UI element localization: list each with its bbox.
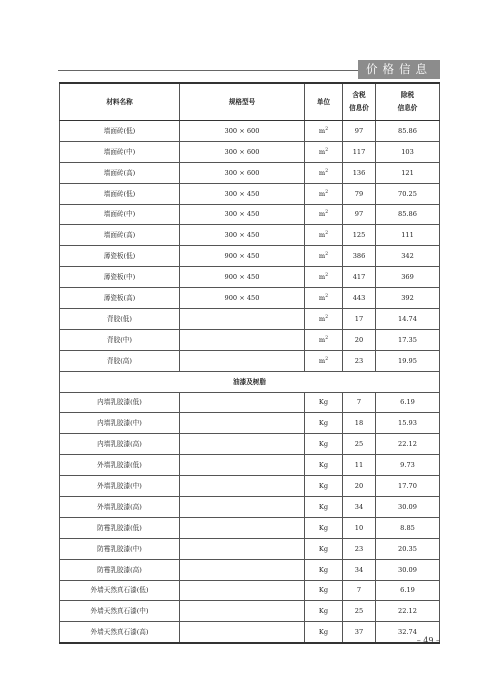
cell-unit: Kg [305, 434, 343, 455]
cell-notax-price: 22.12 [376, 434, 440, 455]
cell-material-name: 内墙乳胶漆(中) [60, 413, 180, 434]
cell-tax-price: 136 [343, 162, 376, 183]
cell-material-name: 薄瓷板(高) [60, 288, 180, 309]
cell-unit: $m^2$ [305, 225, 343, 246]
cell-notax-price: 30.09 [376, 559, 440, 580]
cell-unit: Kg [305, 601, 343, 622]
cell-material-name: 内墙乳胶漆(低) [60, 392, 180, 413]
unit-superscript: 2 [325, 252, 329, 258]
cell-unit: Kg [305, 497, 343, 518]
cell-unit: Kg [305, 476, 343, 497]
table-row [60, 204, 440, 225]
cell-material-name: 防霉乳胶漆(低) [60, 517, 180, 538]
cell-notax-price: 14.74 [376, 309, 440, 330]
cell-material-name: 外墙乳胶漆(高) [60, 497, 180, 518]
cell-material-name: 墙面砖(低) [60, 183, 180, 204]
cell-spec [180, 497, 305, 518]
table-body [60, 121, 440, 644]
cell-material-name: 外墙天然真石漆(高) [60, 622, 180, 643]
table-row [60, 538, 440, 559]
cell-material-name: 薄瓷板(中) [60, 267, 180, 288]
table-row [60, 601, 440, 622]
cell-spec: 900 × 450 [180, 267, 305, 288]
table-row [60, 434, 440, 455]
table-row [60, 288, 440, 309]
unit-superscript: 2 [325, 273, 329, 279]
cell-notax-price: 85.86 [376, 204, 440, 225]
cell-spec [180, 413, 305, 434]
cell-tax-price: 10 [343, 517, 376, 538]
table-row [60, 622, 440, 643]
cell-unit: Kg [305, 392, 343, 413]
cell-unit: $m^2$ [305, 204, 343, 225]
unit-superscript: 2 [325, 210, 329, 216]
table-header-row [60, 83, 440, 121]
unit-superscript: 2 [325, 231, 329, 237]
cell-tax-price: 125 [343, 225, 376, 246]
cell-spec [180, 580, 305, 601]
cell-notax-price: 17.35 [376, 329, 440, 350]
cell-unit: $m^2$ [305, 183, 343, 204]
unit-superscript: 2 [325, 314, 329, 320]
cell-notax-price: 103 [376, 141, 440, 162]
cell-unit: Kg [305, 622, 343, 643]
table-row [60, 559, 440, 580]
cell-unit: $m^2$ [305, 309, 343, 330]
table-row [60, 309, 440, 330]
section-banner: 价格信息 [358, 60, 440, 79]
table-row [60, 517, 440, 538]
cell-notax-price: 22.12 [376, 601, 440, 622]
cell-notax-price: 17.70 [376, 476, 440, 497]
cell-spec: 300 × 600 [180, 141, 305, 162]
cell-material-name: 背胶(中) [60, 329, 180, 350]
cell-notax-price: 6.19 [376, 580, 440, 601]
cell-tax-price: 18 [343, 413, 376, 434]
cell-material-name: 薄瓷板(低) [60, 246, 180, 267]
unit-superscript: 2 [325, 293, 329, 299]
unit-superscript: 2 [325, 126, 329, 132]
cell-spec: 300 × 600 [180, 121, 305, 142]
cell-material-name: 外墙乳胶漆(低) [60, 455, 180, 476]
cell-tax-price: 23 [343, 350, 376, 371]
cell-material-name: 墙面砖(低) [60, 121, 180, 142]
cell-spec [180, 350, 305, 371]
cell-unit: $m^2$ [305, 141, 343, 162]
cell-notax-price: 85.86 [376, 121, 440, 142]
cell-notax-price: 8.85 [376, 517, 440, 538]
cell-tax-price: 7 [343, 580, 376, 601]
section-title: 油漆及树脂 [60, 371, 440, 392]
cell-spec: 300 × 450 [180, 204, 305, 225]
cell-material-name: 外墙天然真石漆(中) [60, 601, 180, 622]
cell-spec [180, 329, 305, 350]
unit-superscript: 2 [325, 189, 329, 195]
cell-notax-price: 70.25 [376, 183, 440, 204]
table-row [60, 246, 440, 267]
cell-unit: $m^2$ [305, 288, 343, 309]
cell-material-name: 背胶(低) [60, 309, 180, 330]
cell-tax-price: 25 [343, 434, 376, 455]
cell-material-name: 外墙天然真石漆(低) [60, 580, 180, 601]
cell-notax-price: 15.93 [376, 413, 440, 434]
cell-notax-price: 121 [376, 162, 440, 183]
cell-tax-price: 386 [343, 246, 376, 267]
col-header-unit: 单位 [305, 83, 343, 121]
cell-spec [180, 476, 305, 497]
cell-tax-price: 97 [343, 121, 376, 142]
cell-material-name: 外墙乳胶漆(中) [60, 476, 180, 497]
cell-spec [180, 559, 305, 580]
cell-notax-price: 111 [376, 225, 440, 246]
cell-notax-price: 392 [376, 288, 440, 309]
cell-tax-price: 17 [343, 309, 376, 330]
cell-notax-price: 369 [376, 267, 440, 288]
cell-tax-price: 23 [343, 538, 376, 559]
cell-spec [180, 309, 305, 330]
cell-spec [180, 392, 305, 413]
cell-unit: Kg [305, 517, 343, 538]
cell-unit: $m^2$ [305, 162, 343, 183]
table-row [60, 183, 440, 204]
cell-tax-price: 443 [343, 288, 376, 309]
cell-tax-price: 11 [343, 455, 376, 476]
cell-notax-price: 342 [376, 246, 440, 267]
cell-unit: Kg [305, 455, 343, 476]
cell-material-name: 内墙乳胶漆(高) [60, 434, 180, 455]
cell-material-name: 防霉乳胶漆(高) [60, 559, 180, 580]
cell-spec: 300 × 450 [180, 225, 305, 246]
cell-tax-price: 34 [343, 497, 376, 518]
table-row [60, 225, 440, 246]
cell-spec [180, 601, 305, 622]
cell-spec: 900 × 450 [180, 246, 305, 267]
cell-tax-price: 417 [343, 267, 376, 288]
table-row [60, 455, 440, 476]
cell-notax-price: 20.35 [376, 538, 440, 559]
cell-notax-price: 19.95 [376, 350, 440, 371]
table-row [60, 162, 440, 183]
cell-tax-price: 20 [343, 476, 376, 497]
cell-tax-price: 117 [343, 141, 376, 162]
unit-superscript: 2 [325, 168, 329, 174]
cell-unit: Kg [305, 559, 343, 580]
cell-material-name: 墙面砖(中) [60, 204, 180, 225]
cell-unit: $m^2$ [305, 246, 343, 267]
cell-unit: $m^2$ [305, 350, 343, 371]
unit-superscript: 2 [325, 356, 329, 362]
table-row [60, 329, 440, 350]
table-row [60, 392, 440, 413]
unit-superscript: 2 [325, 147, 329, 153]
cell-notax-price: 9.73 [376, 455, 440, 476]
table-row [60, 121, 440, 142]
header-rule [58, 70, 358, 71]
cell-spec [180, 622, 305, 643]
unit-superscript: 2 [325, 335, 329, 341]
cell-tax-price: 34 [343, 559, 376, 580]
price-table [59, 82, 440, 644]
table-row [60, 476, 440, 497]
cell-material-name: 防霉乳胶漆(中) [60, 538, 180, 559]
col-header-tax-price: 含税 信息价 [343, 83, 376, 121]
table-row [60, 497, 440, 518]
col-header-notax-price: 除税 信息价 [376, 83, 440, 121]
section-row [60, 371, 440, 392]
table-row [60, 413, 440, 434]
table-row [60, 267, 440, 288]
cell-unit: $m^2$ [305, 267, 343, 288]
cell-tax-price: 97 [343, 204, 376, 225]
cell-material-name: 墙面砖(高) [60, 225, 180, 246]
table-row [60, 350, 440, 371]
cell-unit: Kg [305, 413, 343, 434]
cell-spec [180, 455, 305, 476]
cell-material-name: 背胶(高) [60, 350, 180, 371]
cell-unit: Kg [305, 580, 343, 601]
cell-tax-price: 20 [343, 329, 376, 350]
cell-spec [180, 538, 305, 559]
table-row [60, 580, 440, 601]
cell-notax-price: 32.74 [376, 622, 440, 643]
cell-spec [180, 434, 305, 455]
cell-spec: 900 × 450 [180, 288, 305, 309]
col-header-spec: 规格型号 [180, 83, 305, 121]
cell-spec [180, 517, 305, 538]
cell-notax-price: 6.19 [376, 392, 440, 413]
cell-spec: 300 × 450 [180, 183, 305, 204]
cell-notax-price: 30.09 [376, 497, 440, 518]
cell-tax-price: 25 [343, 601, 376, 622]
col-header-name: 材料名称 [60, 83, 180, 121]
cell-unit: Kg [305, 538, 343, 559]
cell-tax-price: 7 [343, 392, 376, 413]
page-number: – 49 – [416, 636, 440, 645]
cell-unit: $m^2$ [305, 121, 343, 142]
table-row [60, 141, 440, 162]
cell-tax-price: 79 [343, 183, 376, 204]
cell-material-name: 墙面砖(中) [60, 141, 180, 162]
cell-material-name: 墙面砖(高) [60, 162, 180, 183]
cell-spec: 300 × 600 [180, 162, 305, 183]
cell-unit: $m^2$ [305, 329, 343, 350]
cell-tax-price: 37 [343, 622, 376, 643]
